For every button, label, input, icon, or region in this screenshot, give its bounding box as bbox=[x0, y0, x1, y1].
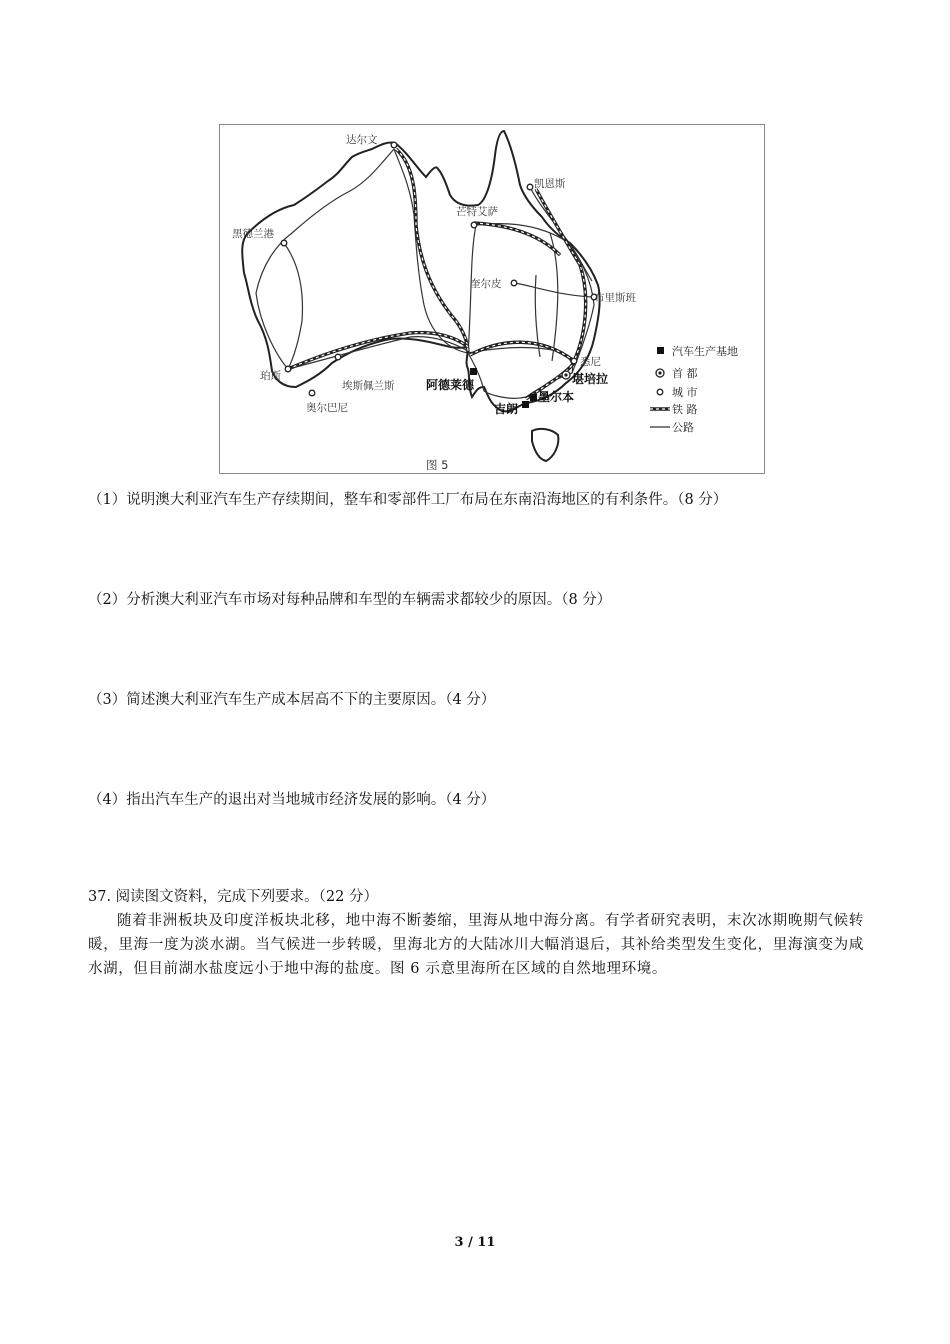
label-albany: 奥尔巴尼 bbox=[306, 402, 348, 414]
label-sydney: 悉尼 bbox=[580, 356, 601, 368]
label-cairns: 凯恩斯 bbox=[534, 178, 566, 190]
mountisa-marker bbox=[471, 222, 477, 228]
adelaide-base bbox=[470, 368, 477, 375]
geelong-base bbox=[522, 401, 529, 408]
map-legend bbox=[650, 344, 738, 434]
darwin-marker bbox=[391, 142, 397, 148]
label-perth: 珀斯 bbox=[260, 370, 281, 382]
label-adelaide: 阿德莱德 bbox=[426, 378, 475, 392]
esperance-marker bbox=[335, 354, 341, 360]
australia-coastline bbox=[242, 131, 599, 411]
question-37-title: 37. 阅读图文资料，完成下列要求。（22 分） bbox=[88, 889, 378, 905]
label-brisbane: 布里斯班 bbox=[594, 292, 636, 304]
australia-map bbox=[220, 125, 766, 475]
page-number: 3 / 11 bbox=[454, 1235, 496, 1250]
canberra-marker bbox=[562, 371, 570, 379]
legend-capital: 首 都 bbox=[672, 367, 698, 380]
melbourne-base bbox=[530, 394, 537, 401]
label-esperance: 埃斯佩兰斯 bbox=[342, 380, 395, 392]
question-4: （4）指出汽车生产的退出对当地城市经济发展的影响。（4 分） bbox=[88, 792, 496, 808]
label-quilpie: 奎尔皮 bbox=[470, 278, 502, 290]
label-mountisa: 芒特艾萨 bbox=[456, 206, 498, 218]
question-2: （2）分析澳大利亚汽车市场对每种品牌和车型的车辆需求都较少的原因。（8 分） bbox=[88, 592, 612, 608]
question-3: （3）简述澳大利亚汽车生产成本居高不下的主要原因。（4 分） bbox=[88, 692, 496, 708]
legend-city-icon bbox=[657, 389, 663, 395]
figure-caption: 图 5 bbox=[426, 458, 449, 472]
legend-city: 城 市 bbox=[672, 386, 698, 399]
porthedland-marker bbox=[281, 240, 287, 246]
quilpie-marker bbox=[511, 280, 517, 286]
legend-rail: 铁 路 bbox=[672, 403, 698, 416]
label-geelong: 吉朗 bbox=[494, 402, 519, 416]
legend-road: 公路 bbox=[672, 421, 694, 434]
legend-base-icon bbox=[657, 347, 664, 354]
tasmania bbox=[532, 429, 558, 461]
legend-capital-icon bbox=[656, 369, 664, 377]
perth-marker bbox=[285, 366, 291, 372]
legend-base: 汽车生产基地 bbox=[672, 345, 738, 358]
sydney-marker bbox=[571, 358, 577, 364]
albany-marker bbox=[309, 390, 315, 396]
label-porthedland: 黑德兰港 bbox=[232, 228, 274, 240]
cairns-marker bbox=[527, 184, 533, 190]
question-37-paragraph: 随着非洲板块及印度洋板块北移，地中海不断萎缩，里海从地中海分离。有学者研究表明，末次冰期晚期气候转暖，里海一度为淡水湖。当气候进一步转暖，里海北方的大陆冰川大幅消退后，其补给类型发生变化，里海演变为咸水湖，但目前湖水盐度远小于地中海的盐度。图 6 示意里海所在区域的自然地理环境。 bbox=[88, 913, 864, 977]
label-darwin: 达尔文 bbox=[346, 134, 378, 146]
label-canberra: 堪培拉 bbox=[572, 372, 609, 386]
label-melbourne: 墨尔本 bbox=[538, 390, 575, 404]
question-1: （1）说明澳大利亚汽车生产存续期间，整车和零部件工厂布局在东南沿海地区的有利条件。（8 分） bbox=[88, 492, 728, 508]
australia-map-figure bbox=[219, 124, 765, 474]
